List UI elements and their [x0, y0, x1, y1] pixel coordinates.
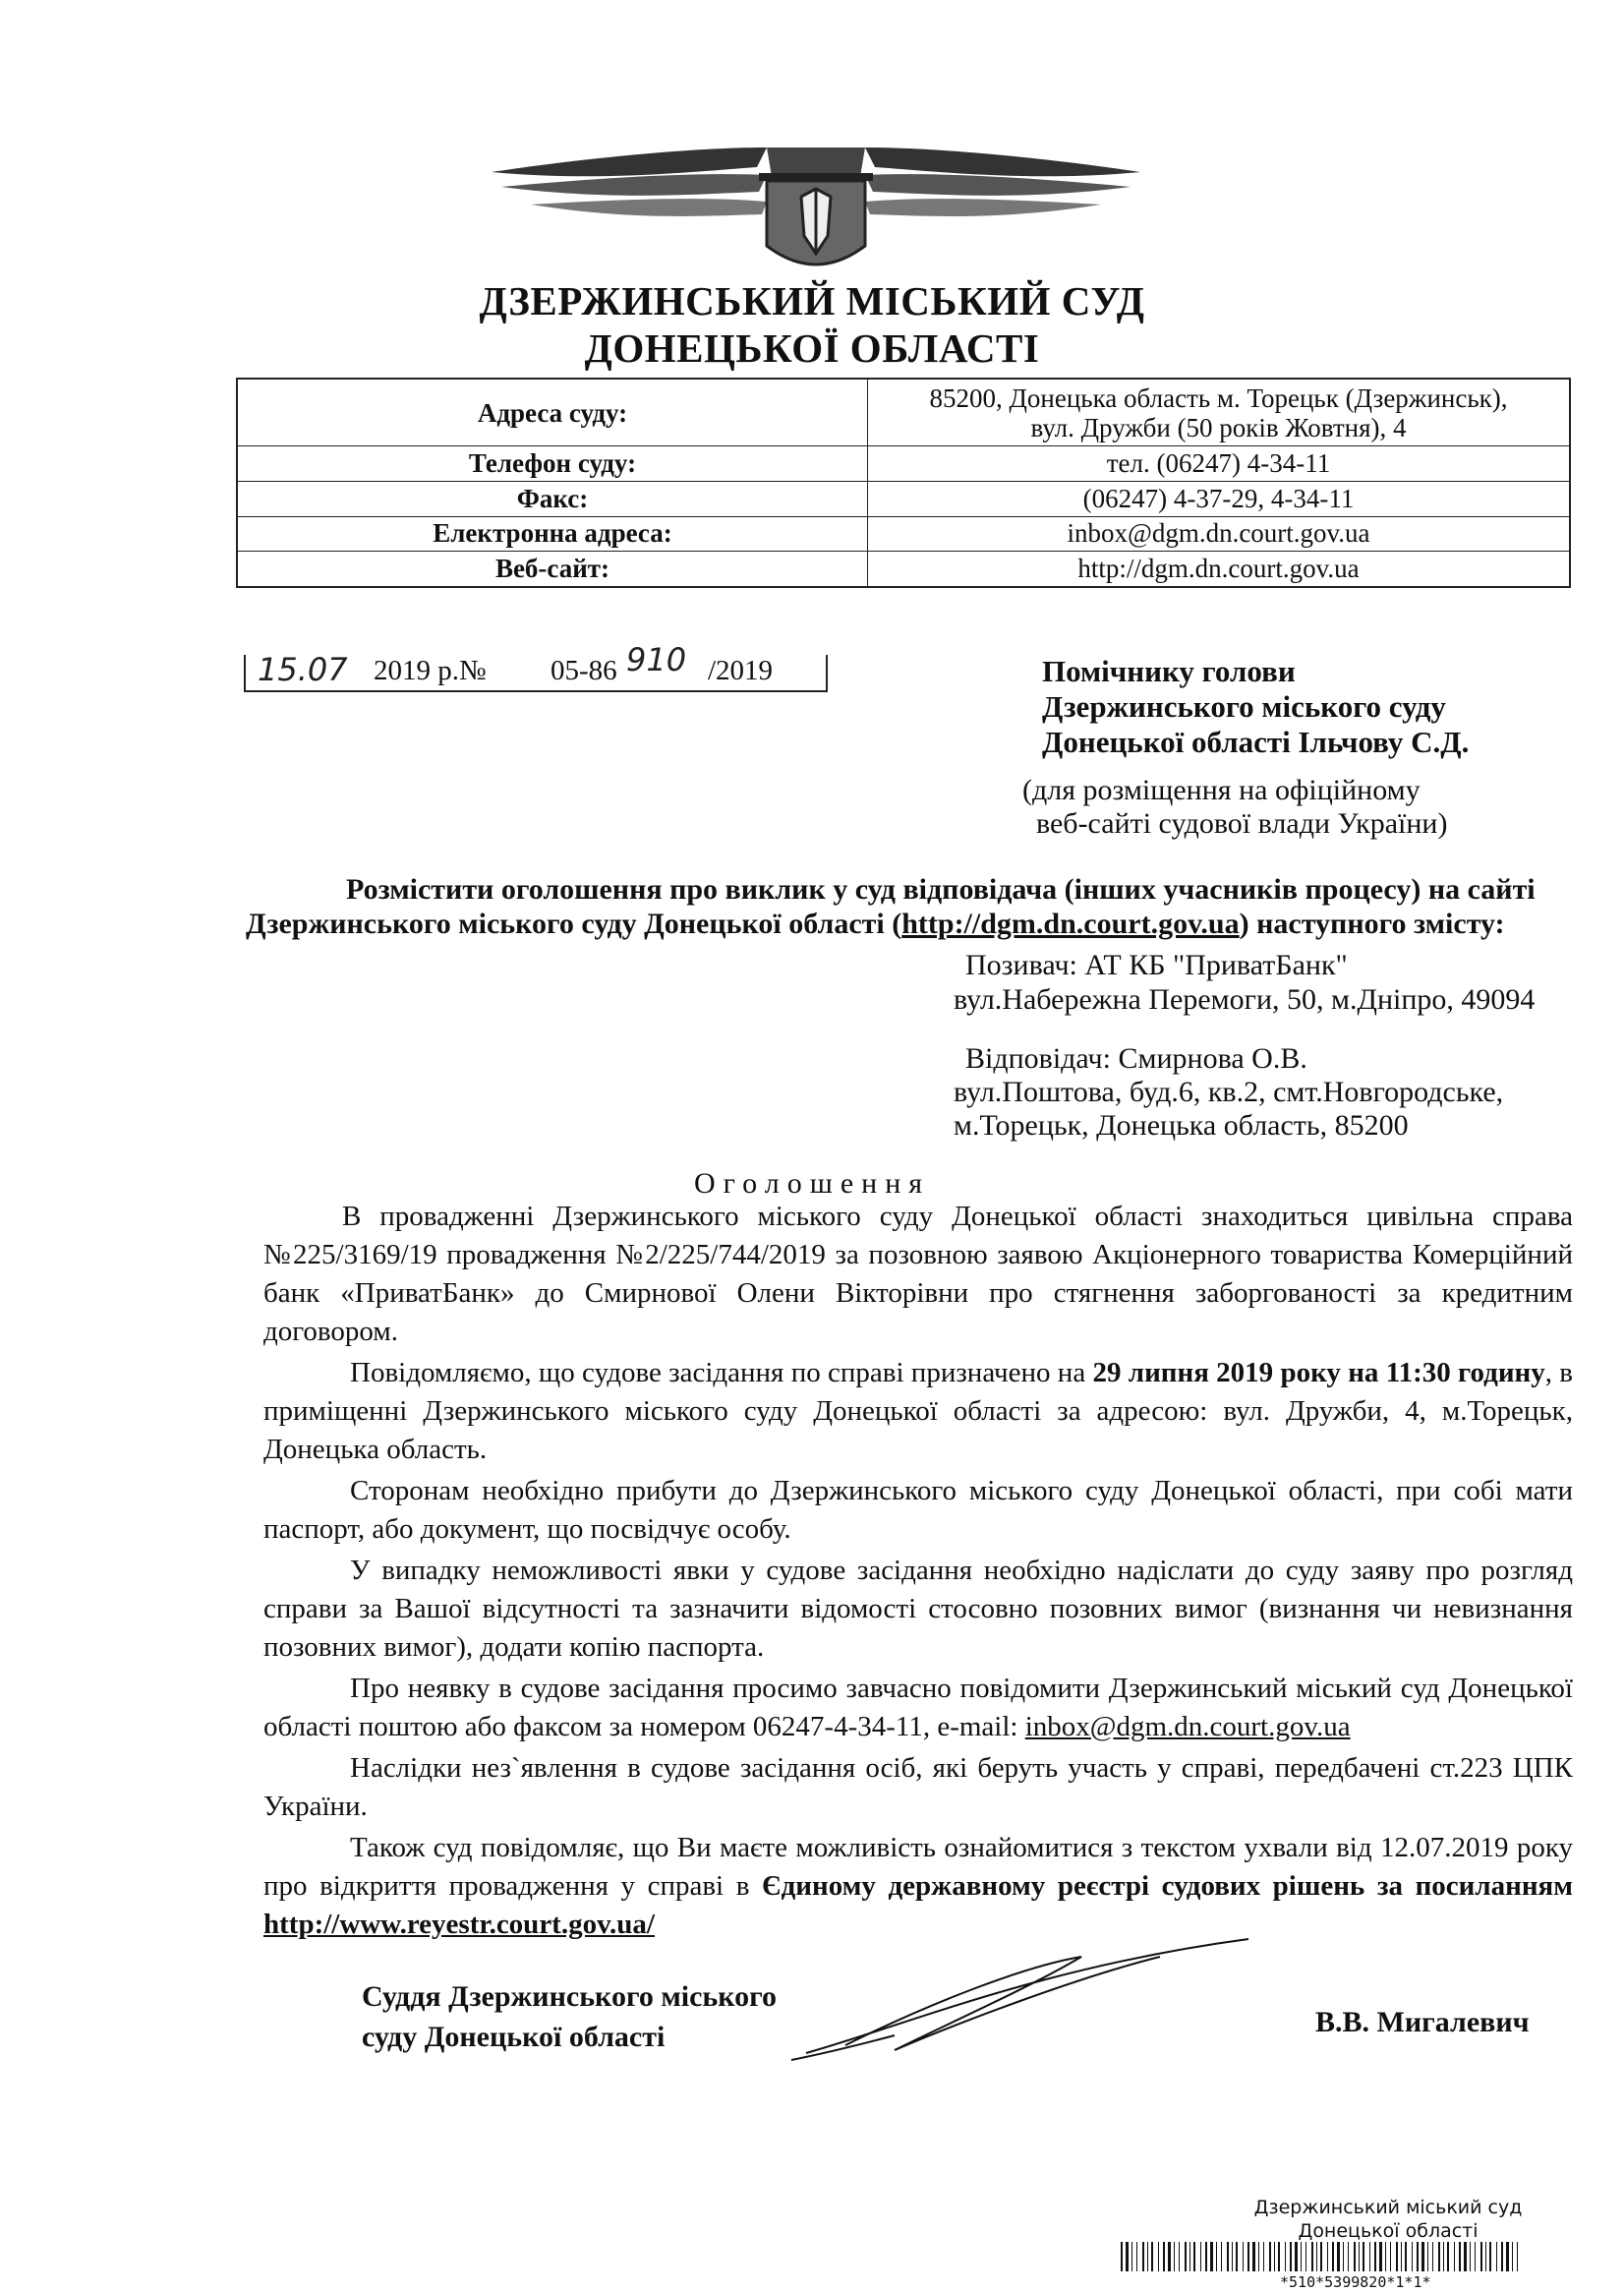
fax-value: (06247) 4-37-29, 4-34-11 — [868, 481, 1571, 516]
table-row — [237, 446, 1570, 482]
number-suffix: /2019 — [708, 655, 774, 686]
paragraph-consequences: Наслідки нез`явлення в судове засідання осіб, які беруть участь у справі, передбачені ст.223 ЦПК України. — [263, 1752, 1573, 1822]
barcode-bar — [1421, 2242, 1424, 2271]
barcode-bar — [1221, 2242, 1222, 2271]
barcode-bar — [1327, 2242, 1328, 2271]
barcode-bar — [1506, 2242, 1509, 2271]
barcode-bar — [1179, 2242, 1180, 2271]
barcode-bar — [1459, 2242, 1461, 2271]
barcode-bar — [1374, 2242, 1376, 2271]
barcode-bar — [1512, 2242, 1513, 2271]
barcode-bar — [1200, 2242, 1201, 2271]
barcode-bar — [1305, 2242, 1306, 2271]
court-contacts-table — [236, 378, 1571, 588]
barcode-bar — [1168, 2242, 1171, 2271]
barcode-bar — [1274, 2242, 1275, 2271]
barcode-bar — [1278, 2242, 1280, 2271]
barcode-bar — [1216, 2242, 1217, 2271]
paragraph-documents: Сторонам необхідно прибути до Дзержинського міського суду Донецької області, при собі мати паспорт, або документ, що посвідчує особу. — [263, 1475, 1573, 1545]
barcode-bar — [1227, 2242, 1229, 2271]
email-label: Електронна адреса: — [237, 516, 868, 552]
court-name-line2: ДОНЕЦЬКОЇ ОБЛАСТІ — [584, 325, 1040, 371]
instruction-line1: Розмістити оголошення про виклик у суд відповідача (інших учасників процесу) на сайті — [346, 873, 1536, 906]
registry-stamp — [1241, 2196, 1536, 2243]
barcode-bar — [1185, 2242, 1187, 2271]
barcode-bar — [1258, 2242, 1259, 2271]
defendant-line2: вул.Поштова, буд.6, кв.2, смт.Новгородське, — [954, 1076, 1504, 1108]
barcode-bar — [1454, 2242, 1455, 2271]
barcode-bar — [1379, 2242, 1382, 2271]
addressee-note-line2: веб-сайті судової влади України) — [1036, 807, 1448, 840]
barcode-bar — [1447, 2242, 1449, 2271]
address-label: Адреса суду: — [237, 379, 868, 446]
court-name-line1: ДЗЕРЖИНСЬКИЙ МІСЬКИЙ СУД — [479, 278, 1145, 324]
stamp-line2: Донецької області — [1298, 2220, 1479, 2242]
hearing-text-end: , в приміщенні Дзержинського міського суду Донецької області за адресою: вул. Дружби, 4, м.Торецьк, Донецька область. — [263, 1357, 1573, 1465]
announcement-body — [263, 1198, 1573, 1944]
table-row — [237, 516, 1570, 552]
addressee-line2: Дзержинського міського суду — [1042, 689, 1446, 724]
barcode-bar — [1147, 2242, 1148, 2271]
barcode-bar — [1443, 2242, 1444, 2271]
barcode-bar — [1243, 2242, 1244, 2271]
barcode-bar — [1189, 2242, 1190, 2271]
barcode-bar — [1232, 2242, 1233, 2271]
barcode-bar — [1385, 2242, 1386, 2271]
addressee-line1: Помічнику голови — [1042, 654, 1296, 688]
defendant-line1: Відповідач: Смирнова О.В. — [965, 1042, 1307, 1075]
handwritten-signature-icon — [786, 1927, 1258, 2065]
number-prefix: 05-86 — [551, 655, 617, 686]
registry-text: Також суд повідомляє, що Ви маєте можливість ознайомитися з текстом ухвали від 12.07.2019 року про відкриття провадження у справі в — [263, 1832, 1573, 1902]
barcode-bar — [1151, 2242, 1153, 2271]
barcode-bar — [1126, 2242, 1129, 2271]
barcode-bar — [1363, 2242, 1364, 2271]
barcode-bar — [1163, 2242, 1165, 2271]
judge-title-line2: суду Донецької області — [362, 2021, 666, 2053]
addressee-line3: Донецької області Ільчову С.Д. — [1042, 725, 1470, 759]
barcode-bar — [1174, 2242, 1175, 2271]
registration-line — [244, 641, 828, 692]
barcode-bar — [1142, 2242, 1144, 2271]
barcode-bar — [1332, 2242, 1334, 2271]
barcode-bar — [1412, 2242, 1413, 2271]
barcode-bar — [1158, 2242, 1159, 2271]
instruction-line2-end: ) наступного змісту: — [1239, 908, 1505, 940]
barcode-bar — [1485, 2242, 1486, 2271]
instruction-line2 — [246, 908, 1505, 941]
barcode-bar — [1193, 2242, 1195, 2271]
barcode-bar — [1205, 2242, 1207, 2271]
barcode-icon — [1121, 2242, 1518, 2271]
barcode-bar — [1320, 2242, 1322, 2271]
barcode-bar — [1311, 2242, 1313, 2271]
date-printed: 2019 р.№ — [374, 655, 487, 686]
barcode-bar — [1396, 2242, 1398, 2271]
barcode-bar — [1496, 2242, 1497, 2271]
barcode-bar — [1427, 2242, 1428, 2271]
phone-value: тел. (06247) 4-34-11 — [868, 446, 1571, 482]
barcode-bar — [1210, 2242, 1213, 2271]
table-row — [237, 552, 1570, 587]
barcode-bar — [1348, 2242, 1349, 2271]
barcode-bar — [1517, 2242, 1518, 2271]
barcode-bar — [1285, 2242, 1286, 2271]
judge-title — [362, 1976, 777, 2057]
date-handwritten: 15.07 — [258, 651, 348, 688]
hearing-date: 29 липня 2019 року на 11:30 годину — [1092, 1357, 1545, 1388]
barcode-bar — [1131, 2242, 1132, 2271]
paragraph-notify — [263, 1670, 1573, 1746]
fax-label: Факс: — [237, 481, 868, 516]
registry-name: Єдиному державному реєстрі судових рішень за посиланням — [761, 1870, 1573, 1902]
barcode-bar — [1343, 2242, 1344, 2271]
number-handwritten: 910 — [626, 641, 687, 678]
barcode-bar — [1359, 2242, 1360, 2271]
barcode-bar — [1432, 2242, 1433, 2271]
barcode-bar — [1401, 2242, 1402, 2271]
defendant-line3: м.Торецьк, Донецька область, 85200 — [954, 1109, 1409, 1142]
email-value[interactable]: inbox@dgm.dn.court.gov.ua — [868, 516, 1571, 552]
barcode-bar — [1121, 2242, 1123, 2271]
barcode-bar — [1295, 2242, 1298, 2271]
barcode-bar — [1269, 2242, 1271, 2271]
barcode-bar — [1136, 2242, 1137, 2271]
hearing-text-start: Повідомляємо, що судове засідання по справі призначено на — [350, 1357, 1093, 1388]
barcode-bar — [1247, 2242, 1249, 2271]
barcode-bar — [1290, 2242, 1292, 2271]
addressee-note-line1: (для розміщення на офіційному — [1022, 774, 1421, 806]
paragraph-case: В провадженні Дзержинського міського суду Донецької області знаходиться цивільна справа №225/3169/19 провадження №2/225/744/2019 за позовною заявою Акціонерного товариства Комерційний банк «ПриватБанк» до Смирнової Олени Вікторівни про стягнення заборгованості за кредитним договором. — [263, 1201, 1573, 1347]
barcode-number: *510*5399820*1*1* — [1280, 2273, 1431, 2291]
court-emblem-icon — [472, 118, 1160, 285]
barcode-bar — [1236, 2242, 1238, 2271]
table-row — [237, 481, 1570, 516]
website-label: Веб-сайт: — [237, 552, 868, 587]
address-line2: вул. Дружби (50 років Жовтня), 4 — [1030, 412, 1407, 442]
barcode-bar — [1470, 2242, 1471, 2271]
barcode-bar — [1369, 2242, 1370, 2271]
registry-link[interactable]: http://www.reyestr.court.gov.ua/ — [263, 1909, 655, 1940]
barcode-bar — [1252, 2242, 1255, 2271]
court-site-link[interactable]: http://dgm.dn.court.gov.ua — [901, 908, 1240, 940]
barcode-bar — [1480, 2242, 1482, 2271]
stamp-line1: Дзержинський міський суд — [1253, 2197, 1523, 2218]
barcode-bar — [1475, 2242, 1476, 2271]
table-row — [237, 379, 1570, 446]
barcode-bar — [1316, 2242, 1317, 2271]
barcode-bar — [1501, 2242, 1503, 2271]
address-value — [868, 379, 1571, 446]
court-email-link[interactable]: inbox@dgm.dn.court.gov.ua — [1024, 1711, 1351, 1742]
plaintiff-line1: Позивач: АТ КБ "ПриватБанк" — [965, 949, 1348, 981]
website-value[interactable]: http://dgm.dn.court.gov.ua — [868, 552, 1571, 587]
barcode-bar — [1405, 2242, 1407, 2271]
paragraph-absence: У випадку неможливості явки у судове засідання необхідно надіслати до суду заяву про розгляд справи за Вашої відсутності та зазначити відомості стосовно позовних вимог (визнання чи невизнання позовних вимог), додати копію паспорта. — [263, 1555, 1573, 1663]
phone-label: Телефон суду: — [237, 446, 868, 482]
judge-name: В.В. Мигалевич — [1315, 2006, 1530, 2038]
barcode-bar — [1337, 2242, 1340, 2271]
barcode-bar — [1354, 2242, 1356, 2271]
barcode-bar — [1489, 2242, 1491, 2271]
notify-text: Про неявку в судове засідання просимо завчасно повідомити Дзержинський міський суд Донецької області поштою або факсом за номером 06247-4-34-11, e-mail: — [263, 1673, 1573, 1742]
judge-title-line1: Суддя Дзержинського міського — [362, 1980, 778, 2013]
instruction-line2-start: Дзержинського міського суду Донецької області ( — [246, 908, 902, 940]
barcode-bar — [1390, 2242, 1391, 2271]
barcode-bar — [1438, 2242, 1440, 2271]
barcode-bar — [1301, 2242, 1302, 2271]
announcement-heading: Оголошення — [693, 1167, 931, 1200]
barcode-bar — [1464, 2242, 1467, 2271]
barcode-bar — [1417, 2242, 1419, 2271]
barcode-bar — [1263, 2242, 1264, 2271]
address-line1: 85200, Донецька область м. Торецьк (Дзержинськ), — [929, 382, 1508, 413]
paragraph-hearing — [263, 1354, 1573, 1469]
plaintiff-line2: вул.Набережна Перемоги, 50, м.Дніпро, 49094 — [954, 983, 1536, 1016]
